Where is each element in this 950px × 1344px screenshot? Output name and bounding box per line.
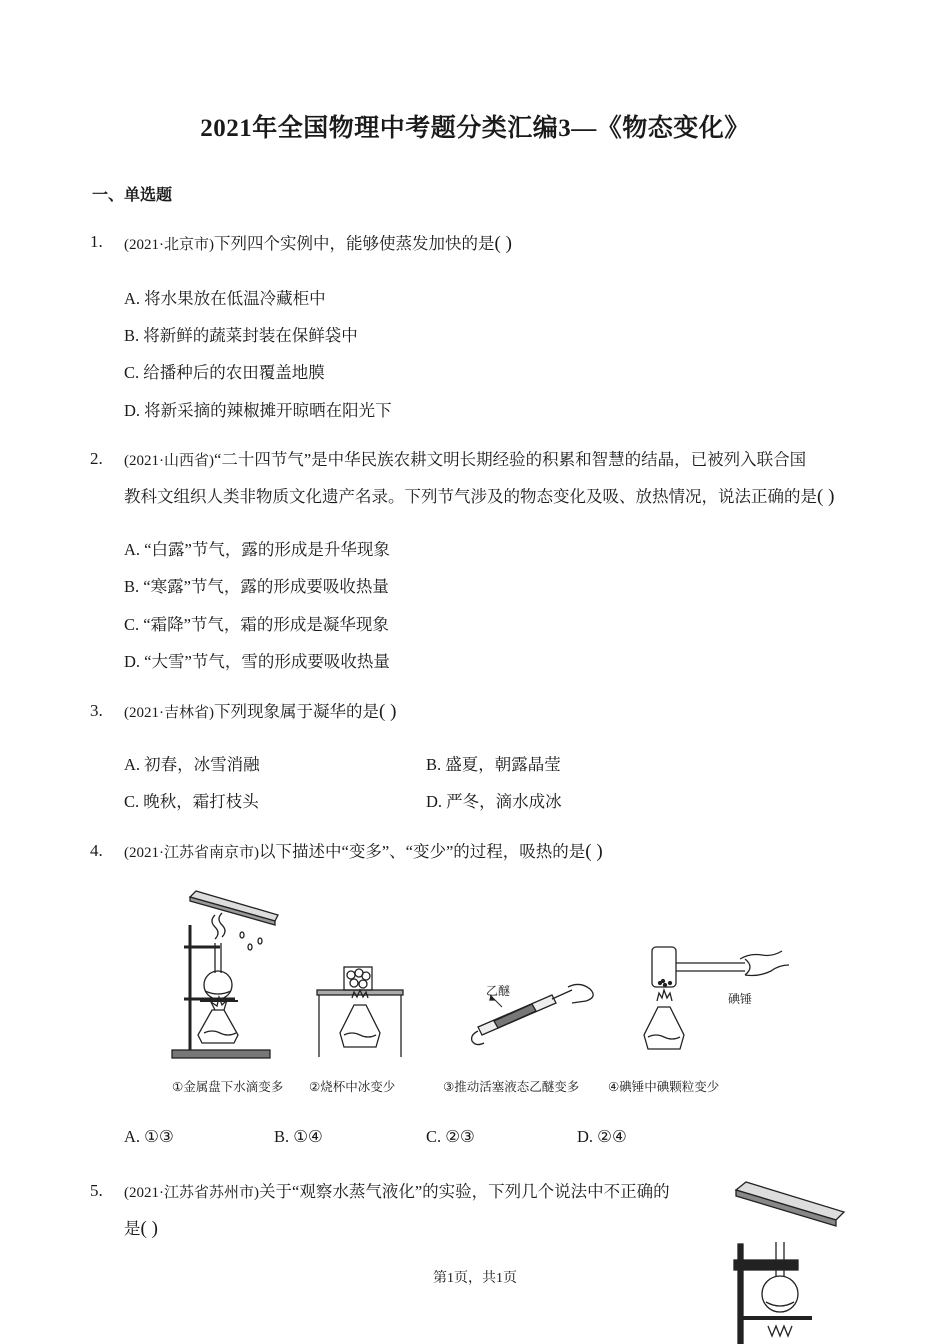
option-d: D. “大雪”节气，雪的形成要吸收热量 (124, 652, 390, 671)
steam-liquefaction-figure (728, 1176, 850, 1344)
question-text-line1: “二十四节气”是中华民族农耕文明长期经验的积累和智慧的结晶，已被列入联合国 (214, 450, 807, 469)
question-text: 下列现象属于凝华的是 (214, 702, 379, 721)
experiment-figure (160, 885, 800, 1100)
question-2-stem (124, 442, 854, 515)
question-number: 4. (90, 841, 103, 860)
option-c: C. 给播种后的农田覆盖地膜 (124, 363, 325, 382)
option-b: B. 将新鲜的蔬菜封装在保鲜袋中 (124, 326, 358, 345)
question-text-line1: 关于“观察水蒸气液化”的实验，下列几个说法中不正确的 (259, 1182, 670, 1201)
option-b: B. ①④ (274, 1127, 323, 1146)
option-b: B. 盛夏，朝露晶莹 (426, 755, 561, 774)
question-source: (2021·山西省) (124, 453, 214, 469)
ice-beaker-apparatus-icon (317, 967, 403, 1057)
question-number: 5. (90, 1181, 103, 1200)
question-1-stem (124, 226, 512, 263)
question-3-stem (124, 694, 396, 731)
question-source: (2021·江苏省南京市) (124, 845, 259, 861)
option-c: C. “霜降”节气，霜的形成是凝华现象 (124, 615, 389, 634)
question-4-stem (124, 834, 603, 871)
question-source: (2021·北京市) (124, 237, 214, 253)
question-text-line2: 教科文组织人类非物质文化遗产名录。下列节气涉及的物态变化及吸、放热情况，说法正确的是 (124, 487, 817, 506)
ether-label: 乙醚 (486, 984, 511, 998)
option-a: A. ①③ (124, 1127, 174, 1146)
question-text: 下列四个实例中，能够使蒸发加快的是 (214, 234, 495, 253)
page-title: 2021年全国物理中考题分类汇编3—《物态变化》 (200, 115, 750, 142)
option-a: A. “白露”节气，露的形成是升华现象 (124, 540, 390, 559)
option-d: D. 严冬，滴水成冰 (426, 792, 562, 811)
option-b: B. “寒露”节气，露的形成要吸收热量 (124, 577, 389, 596)
section-heading: 一、单选题 (92, 187, 173, 204)
answer-paren: ( ) (379, 701, 397, 722)
metal-plate-apparatus-icon (172, 891, 278, 1058)
question-source: (2021·江苏省苏州市) (124, 1185, 259, 1201)
page-footer: 第1页，共1页 (433, 1271, 517, 1286)
iodine-hammer-icon (644, 947, 789, 1049)
answer-paren: ( ) (585, 841, 603, 862)
figure-caption: ①金属盘下水滴变多 (172, 1079, 284, 1094)
option-a: A. 初春，冰雪消融 (124, 755, 260, 774)
question-number: 2. (90, 449, 103, 468)
option-c: C. ②③ (426, 1127, 475, 1146)
question-5-stem (124, 1174, 724, 1247)
option-a: A. 将水果放在低温冷藏柜中 (124, 289, 326, 308)
iodine-hammer-label: 碘锤 (728, 992, 753, 1006)
answer-paren: ( ) (494, 233, 512, 254)
answer-paren: ( ) (817, 486, 835, 507)
answer-paren: ( ) (140, 1218, 158, 1239)
question-number: 1. (90, 232, 103, 251)
question-number: 3. (90, 701, 103, 720)
figure-caption: ④碘锤中碘颗粒变少 (608, 1079, 720, 1094)
figure-caption: ②烧杯中冰变少 (309, 1079, 396, 1094)
question-text: 以下描述中“变多”、“变少”的过程，吸热的是 (259, 842, 586, 861)
steam-apparatus-icon (734, 1182, 844, 1344)
question-source: (2021·吉林省) (124, 705, 214, 721)
option-d: D. ②④ (577, 1127, 627, 1146)
question-text-line2: 是 (124, 1219, 141, 1238)
option-d: D. 将新采摘的辣椒摊开晾晒在阳光下 (124, 401, 392, 420)
option-c: C. 晚秋，霜打枝头 (124, 792, 259, 811)
figure-caption: ③推动活塞液态乙醚变多 (443, 1079, 580, 1094)
